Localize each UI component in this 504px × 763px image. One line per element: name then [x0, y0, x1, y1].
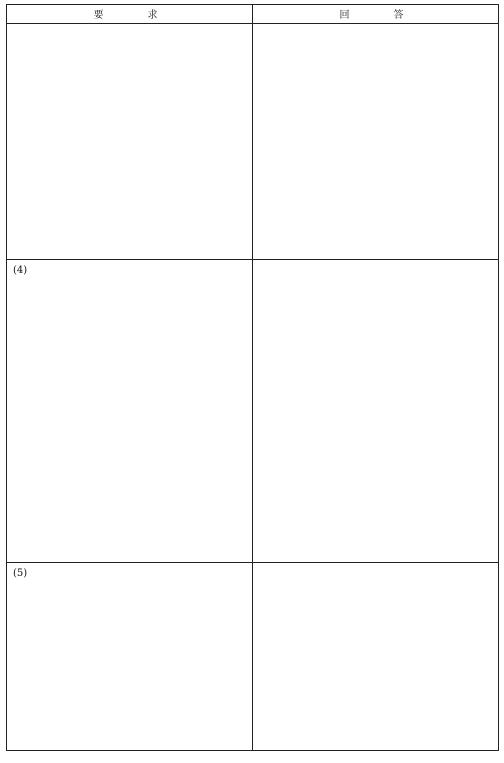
request-number: (5) [13, 568, 28, 579]
request-number: (4) [13, 265, 28, 276]
table-row [7, 24, 499, 260]
table-row [7, 563, 499, 751]
request-column-header: 要 求 [7, 5, 253, 24]
answer-cell [253, 563, 499, 751]
request-cell [7, 24, 253, 260]
table-row [7, 260, 499, 563]
request-cell [7, 563, 253, 751]
request-text [8, 25, 251, 29]
answer-column-header: 回 答 [253, 5, 499, 24]
request-cell [7, 260, 253, 563]
table-header-row [7, 5, 499, 24]
answer-cell [253, 260, 499, 563]
request-answer-table [6, 4, 499, 751]
answer-cell [253, 24, 499, 260]
